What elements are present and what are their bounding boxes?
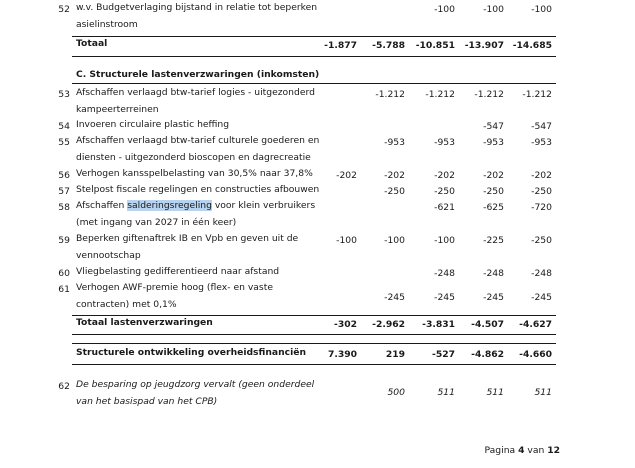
value-2025: -3.831 (422, 319, 455, 330)
section-title: C. Structurele lastenverzwaringen (inkomsten) (76, 69, 320, 80)
row-number: 55 (58, 137, 70, 148)
row-description: Stelpost fiscale regelingen en constructies afbouwen (76, 184, 320, 195)
value-2026: -953 (483, 137, 504, 148)
value-2023: -202 (336, 170, 357, 181)
value-2026: -202 (483, 170, 504, 181)
row-number: 59 (58, 235, 70, 246)
row-description: Structurele ontwikkeling overheidsfinanciën (76, 347, 306, 358)
value-2026: -13.907 (464, 40, 504, 51)
value-2025: -1.212 (425, 89, 455, 100)
value-2024: 500 (387, 387, 405, 398)
value-2025: 511 (437, 387, 455, 398)
row-description: Invoeren circulaire plastic heffing (76, 119, 230, 130)
value-2023: -302 (334, 319, 357, 330)
row-number: 58 (58, 202, 70, 213)
value-2026: -250 (483, 186, 504, 197)
row-description: Verhogen kansspelbelasting van 30,5% naar 37,8% (76, 168, 313, 179)
row-description: Beperken giftenaftrek IB en Vpb en geven uit de vennootschap (76, 233, 299, 261)
row-description: Afschaffen verlaagd btw-tarief culturele goederen en diensten - uitgezonderd bioscopen en dagrecreatie (76, 135, 320, 163)
value-2027: -100 (531, 4, 552, 15)
row-description: Afschaffen verlaagd btw-tarief logies - uitgezonderd kampeerterreinen (76, 87, 315, 115)
value-2026: -4.862 (471, 349, 504, 360)
table-divider (72, 56, 556, 57)
row-description: Verhogen AWF-premie hoog (flex- en vaste contracten) met 0,1% (76, 282, 273, 310)
table-divider (72, 343, 556, 344)
value-2024: -250 (384, 186, 405, 197)
value-2025: -100 (434, 4, 455, 15)
total-pages: 12 (547, 445, 560, 456)
row-description: Afschaffen salderingsregeling voor klein verbruikers (met ingang van 2027 in één keer) (76, 200, 316, 228)
value-2027: -250 (531, 186, 552, 197)
value-2025: -248 (434, 268, 455, 279)
row-description: De besparing op jeugdzorg vervalt (geen onderdeel van het basispad van het CPB) (76, 379, 315, 407)
table-divider (72, 83, 556, 84)
value-2025: -202 (434, 170, 455, 181)
text-selection-highlight[interactable]: salderingsregeling (127, 200, 212, 211)
value-2025: -527 (432, 349, 455, 360)
value-2026: -1.212 (474, 89, 504, 100)
value-2027: 511 (534, 387, 552, 398)
row-description: Totaal lastenverzwaringen (76, 317, 213, 328)
value-2026: -100 (483, 4, 504, 15)
value-2026: 511 (486, 387, 504, 398)
row-number: 62 (58, 381, 70, 392)
value-2027: -248 (531, 268, 552, 279)
row-description: Totaal (76, 38, 108, 49)
table-divider (72, 334, 556, 335)
value-2026: -248 (483, 268, 504, 279)
value-2023: 7.390 (327, 349, 357, 360)
value-2026: -547 (483, 121, 504, 132)
value-2025: -100 (434, 235, 455, 246)
value-2024: 219 (385, 349, 405, 360)
page-indicator: Pagina 4 van 12 (484, 445, 560, 456)
value-2025: -245 (434, 292, 455, 303)
value-2027: -720 (531, 202, 552, 213)
value-2023: -1.877 (324, 40, 357, 51)
value-2024: -100 (384, 235, 405, 246)
value-2027: -202 (531, 170, 552, 181)
value-2024: -953 (384, 137, 405, 148)
value-2026: -245 (483, 292, 504, 303)
row-number: 60 (58, 268, 70, 279)
row-description: Vliegbelasting gedifferentieerd naar afstand (76, 266, 280, 277)
value-2025: -10.851 (415, 40, 455, 51)
row-number: 57 (58, 186, 70, 197)
value-2027: -250 (531, 235, 552, 246)
row-number: 52 (58, 4, 70, 15)
row-number: 54 (58, 121, 70, 132)
current-page: 4 (518, 445, 525, 456)
value-2026: -4.507 (471, 319, 504, 330)
value-2027: -4.627 (519, 319, 552, 330)
table-divider (72, 364, 556, 365)
row-number: 56 (58, 170, 70, 181)
value-2023: -100 (336, 235, 357, 246)
value-2027: -245 (531, 292, 552, 303)
value-2024: -245 (384, 292, 405, 303)
value-2027: -1.212 (522, 89, 552, 100)
value-2026: -625 (483, 202, 504, 213)
value-2024: -1.212 (375, 89, 405, 100)
value-2024: -202 (384, 170, 405, 181)
value-2027: -953 (531, 137, 552, 148)
row-number: 61 (58, 284, 70, 295)
value-2024: -5.788 (372, 40, 405, 51)
row-number: 53 (58, 89, 70, 100)
value-2027: -547 (531, 121, 552, 132)
value-2027: -4.660 (519, 349, 552, 360)
value-2025: -953 (434, 137, 455, 148)
value-2025: -250 (434, 186, 455, 197)
row-description: w.v. Budgetverlaging bijstand in relatie tot beperken asielinstroom (76, 2, 318, 30)
value-2024: -2.962 (372, 319, 405, 330)
value-2027: -14.685 (512, 40, 552, 51)
value-2025: -621 (434, 202, 455, 213)
value-2026: -225 (483, 235, 504, 246)
